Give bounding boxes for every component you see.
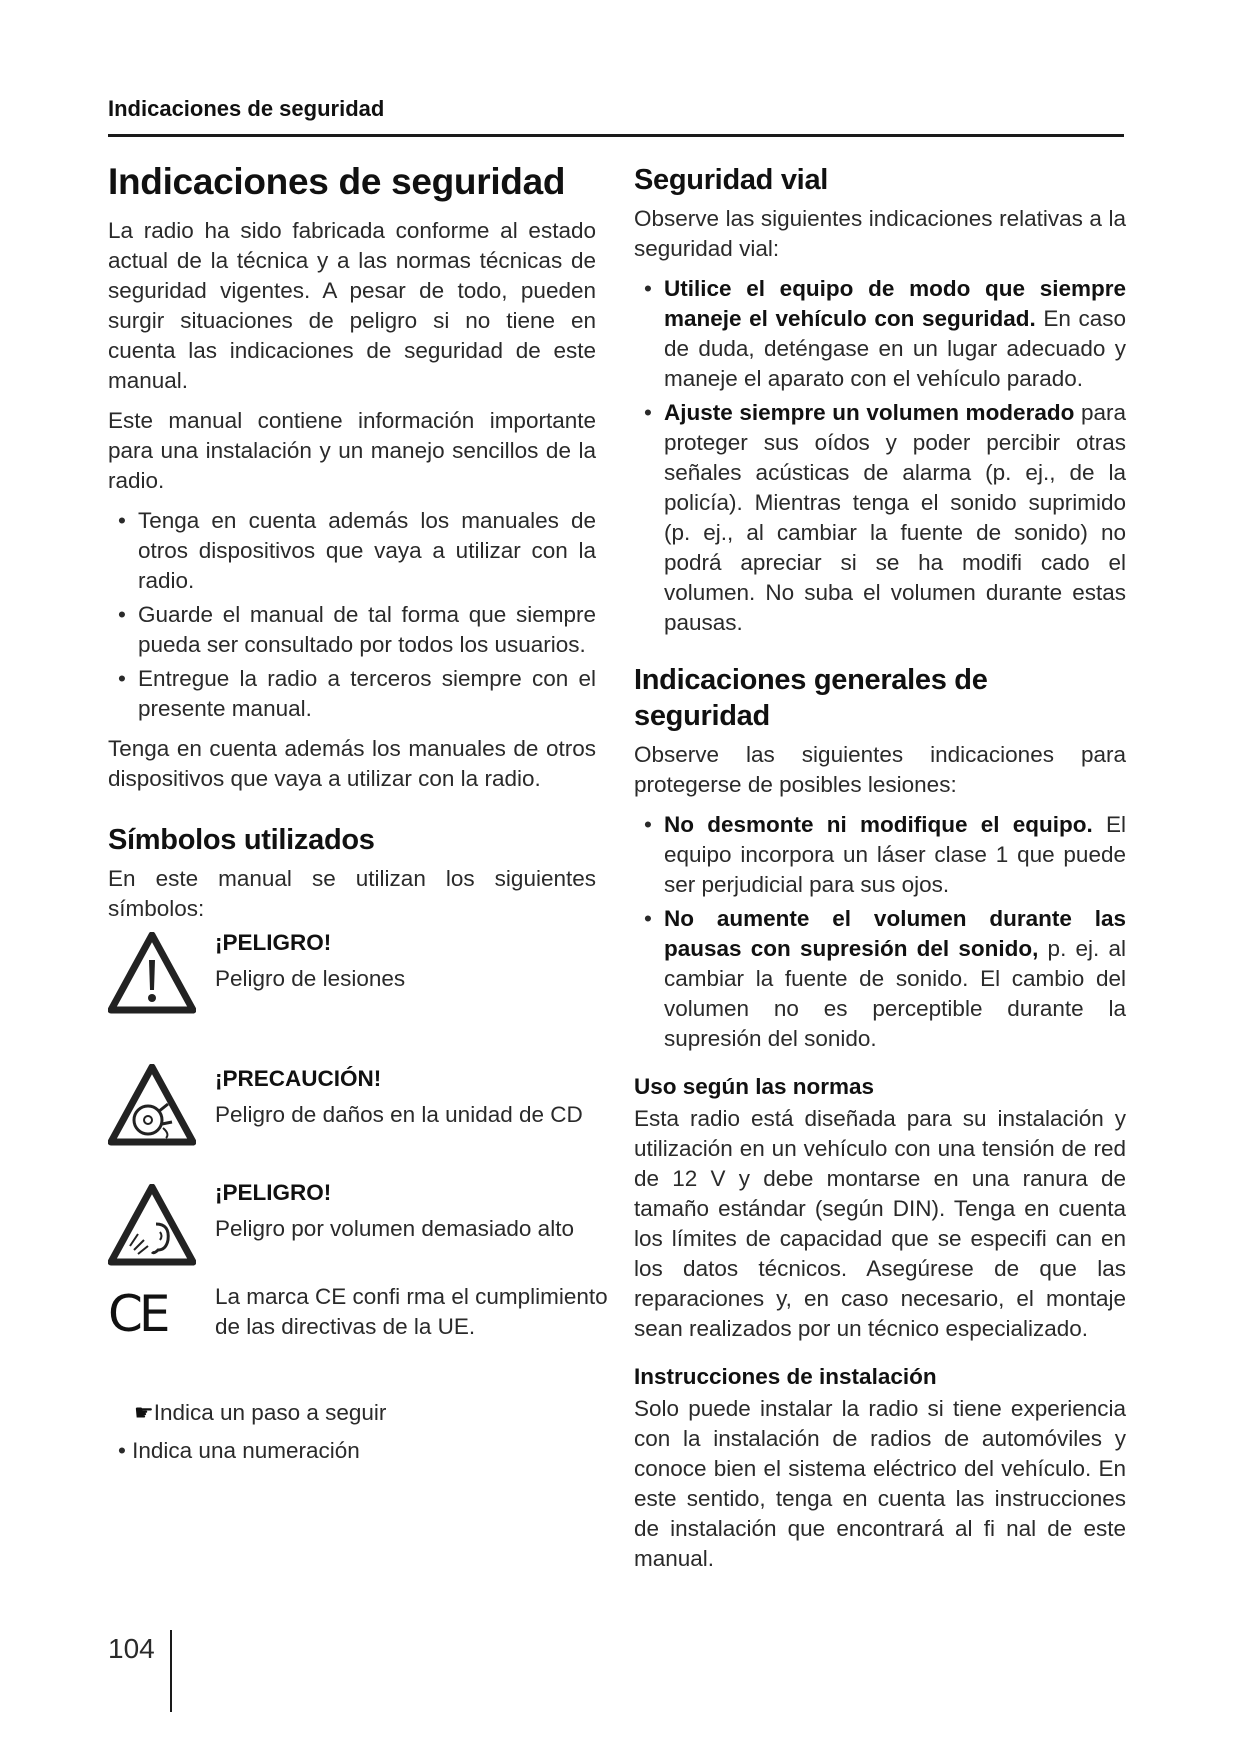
step-indicator-text: Indica un paso a seguir (153, 1400, 387, 1425)
outro-paragraph: Tenga en cuenta además los manuales de otros dispositivos que vaya a utilizar con la radio. (108, 736, 596, 791)
ce-description: La marca CE confi rma el cumplimiento de las directivas de la UE. (215, 1284, 608, 1339)
bullet-icon: • (644, 276, 652, 301)
numbering-indicator-line (108, 1436, 596, 1474)
symbol-description: Peligro de lesiones (215, 966, 406, 991)
manual-bullet-list (108, 506, 596, 724)
bullet-icon: • (644, 812, 652, 837)
symbol-description: Peligro por volumen demasiado alto (215, 1216, 574, 1241)
road-safety-list (634, 274, 1126, 638)
bullet-icon: • (644, 906, 652, 931)
header-rule (108, 134, 1124, 137)
symbol-title: ¡PELIGRO! (215, 930, 332, 955)
right-column (634, 160, 1126, 1584)
left-column (108, 160, 608, 1474)
symbol-volume-row (108, 1164, 596, 1272)
hearing-damage-warning-icon (108, 1184, 196, 1266)
general-safety-list (634, 810, 1126, 1054)
intro-paragraph: La radio ha sido fabricada conforme al estado actual de la técnica y a las normas técnicas de seguridad vigentes. A pesar de todo, pueden surgir situaciones de peligro si no tiene en cuenta las indicaciones de seguridad de este manual. (108, 218, 596, 393)
symbol-description: Peligro de daños en la unidad de CD (215, 1102, 583, 1127)
bullet-icon: • (118, 1438, 133, 1463)
symbol-danger-row (108, 928, 596, 1046)
cd-damage-warning-icon (108, 1064, 196, 1146)
intended-use-text: Esta radio está diseñada para su instalación y utilización en un vehículo con una tensión de red de 12 V y debe montarse en una ranura de tamaño estándar (según DIN). Tenga en cuenta los límites de capacidad que se especifi can en los datos técnicos. Asegúrese de que las reparaciones y, en caso necesario, el montaje sean realizados por un técnico especializado. (634, 1106, 1126, 1341)
list-item: • Entregue la radio a terceros siempre con el presente manual. (118, 666, 596, 721)
warning-triangle-icon (108, 932, 196, 1014)
list-item: • Guarde el manual de tal forma que siempre pueda ser consultado por todos los usuarios. (118, 602, 596, 657)
installation-text: Solo puede instalar la radio si tiene experiencia con la instalación de radios de automóviles y conoce bien el sistema eléctrico del vehículo. En este sentido, tenga en cuenta las instrucciones de instalación que encontrará al fi nal de este manual. (634, 1396, 1126, 1571)
symbols-heading: Símbolos utilizados (108, 824, 375, 856)
intro-paragraph-2: Este manual contiene información importante para una instalación y un manejo sencillos de la radio. (108, 408, 596, 493)
pointing-hand-icon: ☛ (134, 1400, 154, 1425)
page-title: Indicaciones de seguridad (108, 161, 566, 202)
running-head: Indicaciones de seguridad (108, 96, 385, 121)
numbering-indicator-text: Indica una numeración (132, 1438, 360, 1463)
general-safety-intro: Observe las siguientes indicaciones para protegerse de posibles lesiones: (634, 742, 1126, 797)
general-safety-heading: Indicaciones generales de seguridad (634, 664, 988, 732)
ce-mark-row (108, 1282, 608, 1374)
page-number-rule (170, 1630, 172, 1712)
step-legend (108, 1398, 596, 1474)
ce-mark-icon: CE (108, 1285, 167, 1343)
installation-heading: Instrucciones de instalación (634, 1364, 937, 1389)
symbol-title: ¡PRECAUCIÓN! (215, 1066, 382, 1091)
bullet-icon: • (644, 400, 652, 425)
symbol-caution-row (108, 1046, 596, 1164)
bullet-icon: • (118, 666, 126, 691)
bullet-icon: • (118, 508, 126, 533)
road-safety-intro: Observe las siguientes indicaciones relativas a la seguridad vial: (634, 206, 1126, 261)
step-indicator-line (108, 1398, 596, 1436)
page-number: 104 (108, 1633, 155, 1664)
symbol-title: ¡PELIGRO! (215, 1180, 332, 1205)
list-item: • Ajuste siempre un volumen moderado para proteger sus oídos y poder percibir otras señales acústicas de alarma (p. ej., de la policía). Mientras tenga el sonido suprimido (p. ej., al cambiar la fuente de sonido) no podrá apreciar si se ha modifi cado el volumen. No suba el volumen durante estas pausas. (644, 400, 1126, 635)
list-item: • Tenga en cuenta además los manuales de otros dispositivos que vaya a utilizar con la radio. (118, 508, 596, 593)
list-item: • No desmonte ni modifique el equipo. El equipo incorpora un láser clase 1 que puede ser perjudicial para sus ojos. (644, 812, 1127, 897)
road-safety-heading: Seguridad vial (634, 164, 829, 196)
symbols-intro: En este manual se utilizan los siguientes símbolos: (108, 866, 596, 921)
intended-use-heading: Uso según las normas (634, 1074, 875, 1099)
list-item: • Utilice el equipo de modo que siempre maneje el vehículo con seguridad. En caso de duda, deténgase en un lugar adecuado y maneje el aparato con el vehículo parado. (644, 276, 1126, 391)
bullet-icon: • (118, 602, 126, 627)
list-item: • No aumente el volumen durante las pausas con supresión del sonido, p. ej. al cambiar la fuente de sonido. El cambio del volumen no es perceptible durante la supresión del sonido. (644, 906, 1126, 1051)
